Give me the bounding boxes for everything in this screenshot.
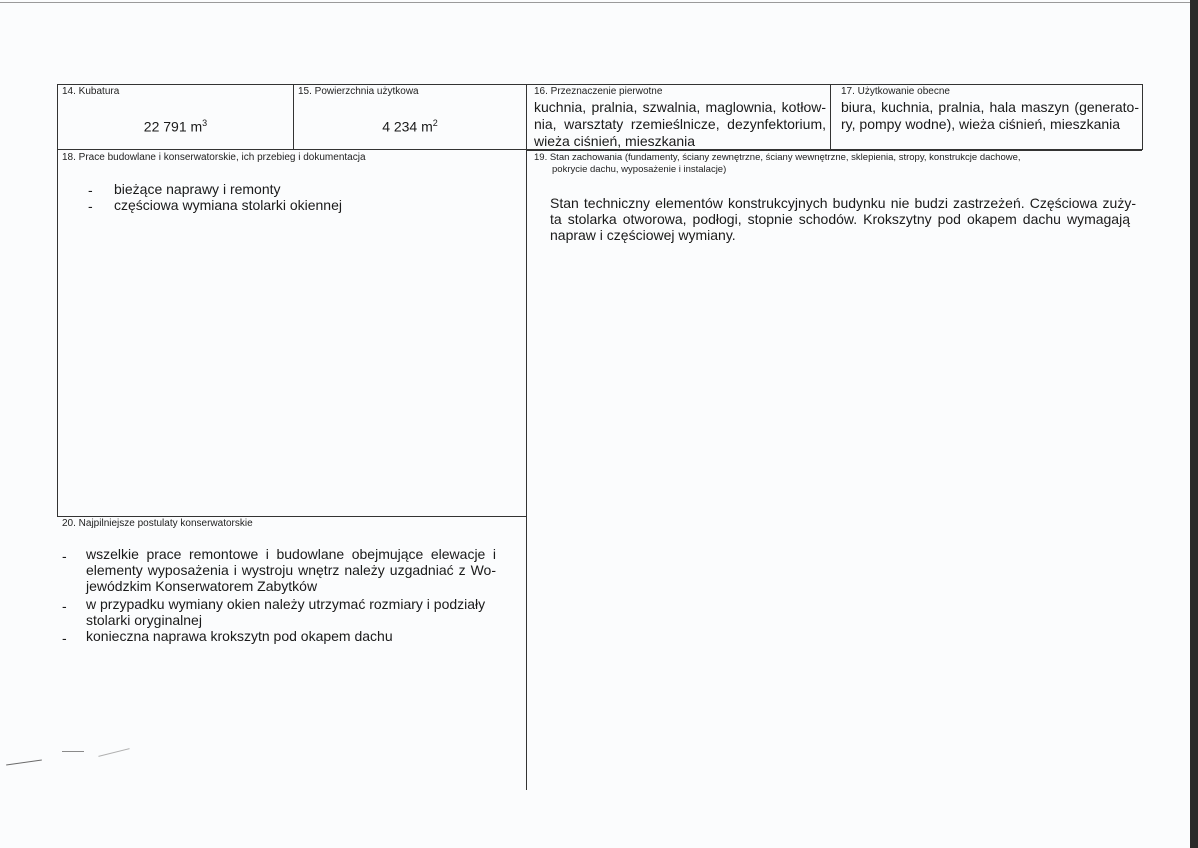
field14-value — [58, 115, 293, 135]
field20-bullet-3: - — [62, 630, 67, 646]
field16-label: 16. Przeznaczenie pierwotne — [534, 86, 663, 97]
field18-item-2: częściowa wymiana stolarki okiennej — [114, 197, 342, 213]
field14-label: 14. Kubatura — [62, 86, 120, 97]
field15-value-exp: 2 — [432, 118, 438, 128]
field19-label-line-1: 19. Stan zachowania (fundamenty, ściany zewnętrzne, ściany wewnętrzne, sklepienia, stropy, konstrukcje dachowe, — [534, 152, 1021, 163]
field20-item3-line-1: konieczna naprawa krokszytn pod okapem dachu — [86, 628, 393, 644]
field15-value — [294, 115, 526, 135]
field15-label: 15. Powierzchnia użytkowa — [298, 86, 419, 97]
field17-label: 17. Użytkowanie obecne — [841, 86, 950, 97]
field20-label: 20. Najpilniejsze postulaty konserwatorskie — [62, 518, 253, 529]
field20-bullet-2: - — [62, 598, 67, 614]
field14-value-exp: 3 — [202, 118, 208, 128]
field20-item2-line-2: stolarki oryginalnej — [86, 612, 202, 628]
divider-16-17 — [830, 84, 831, 150]
field19-line-2: ta stolarka otworowa, podłogi, stopnie schodów. Krokszytny pod okapem dachu wymagają — [550, 211, 1130, 227]
field20-item1-line-2: elementy wyposażenia i wystroju wnętrz należy uzgadniać z Wo- — [86, 562, 496, 578]
divider-main-vertical — [526, 84, 527, 790]
field17-line-1: biura, kuchnia, pralnia, hala maszyn (generato- — [841, 99, 1139, 115]
field18-bullet-1: - — [88, 182, 93, 198]
field16-line-1: kuchnia, pralnia, szwalnia, maglownia, kotłow- — [534, 99, 826, 115]
field18-bullet-2: - — [88, 198, 93, 214]
field18-item-1: bieżące naprawy i remonty — [114, 181, 281, 197]
field20-item2-line-1: w przypadku wymiany okien należy utrzymać rozmiary i podziały — [86, 596, 486, 612]
scan-artifact-1 — [6, 759, 42, 765]
field15-value-number: 4 234 m — [382, 118, 433, 135]
field16-line-3: wieża ciśnień, mieszkania — [534, 133, 696, 149]
field19-header-line — [526, 150, 1142, 151]
field19-line-3: napraw i częściowej wymiany. — [550, 227, 736, 243]
field19-label-line-2: pokrycie dachu, wyposażenie i instalacje) — [552, 164, 727, 175]
field17-line-2: ry, pompy wodne), wieża ciśnień, mieszkania — [841, 116, 1121, 132]
scan-artifact-3 — [98, 748, 129, 757]
field14-value-number: 22 791 m — [143, 118, 203, 135]
scan-artifact-2 — [62, 751, 84, 752]
field20-bullet-1: - — [62, 548, 67, 564]
field18-label: 18. Prace budowlane i konserwatorskie, ich przebieg i dokumentacja — [62, 152, 366, 163]
field19-line-1: Stan techniczny elementów konstrukcyjnych budynku nie budzi zastrzeżeń. Częściowa zuży- — [550, 195, 1136, 211]
table-right-border — [1142, 84, 1143, 150]
scan-edge-right — [1190, 0, 1198, 848]
scan-artifact-top — [0, 2, 1198, 3]
row-divider-18-20 — [57, 516, 527, 517]
field16-line-2: nia, warsztaty rzemieślnicze, dezynfektorium, — [534, 116, 826, 132]
table-left-border — [57, 84, 58, 516]
field20-item1-line-3: jewódzkim Konserwatorem Zabytków — [86, 578, 318, 594]
field20-item1-line-1: wszelkie prace remontowe i budowlane obejmujące elewacje i — [86, 546, 496, 562]
table-top-border — [57, 84, 1143, 85]
